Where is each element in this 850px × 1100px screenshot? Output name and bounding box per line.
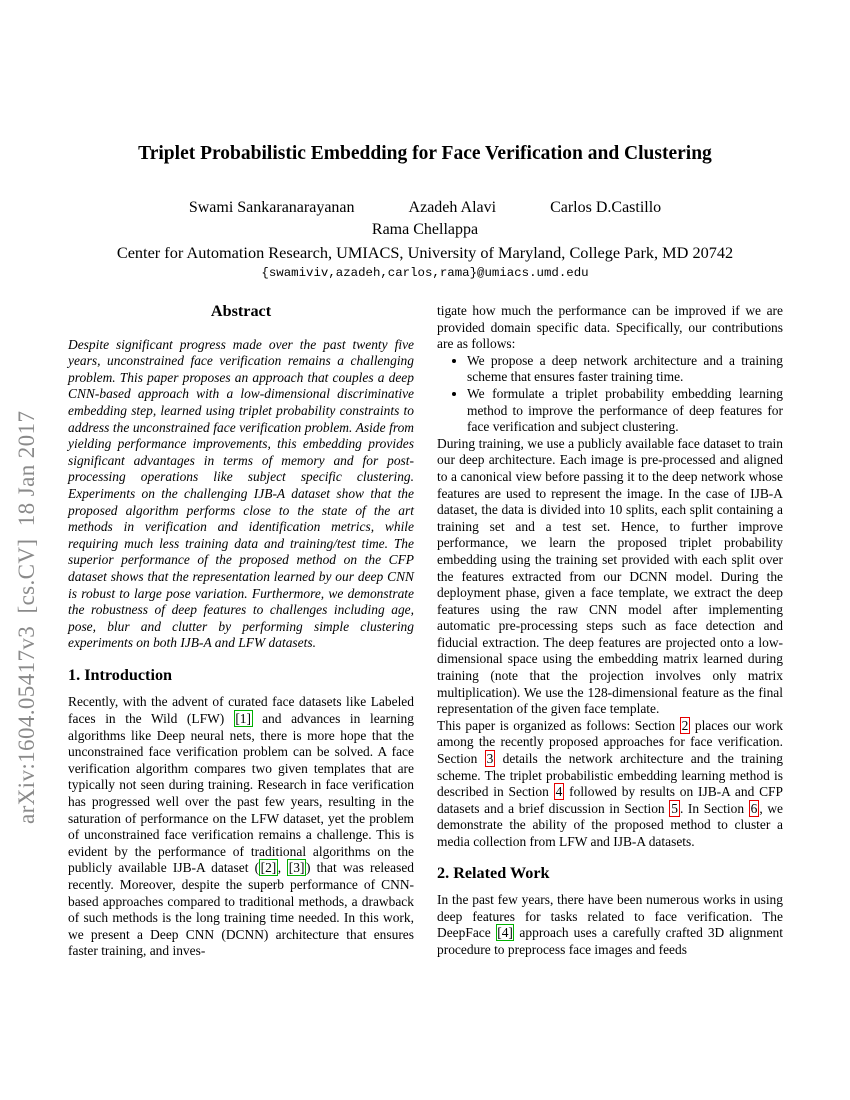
citation-link[interactable]: [3] [288, 860, 305, 876]
page-title: Triplet Probabilistic Embedding for Face Verification and Clustering [138, 143, 712, 164]
author-name: Azadeh Alavi [408, 199, 497, 216]
author-name: Swami Sankaranarayanan [188, 199, 355, 216]
contributions-list [437, 353, 783, 436]
contribution-bullet: • We propose a deep network architecture and a training scheme that ensures faster training time. [467, 353, 783, 386]
contribution-bullet: • We formulate a triplet probability embedding learning method to improve the performance of deep features for face verification and subject clustering. [467, 386, 783, 436]
authors-row [0, 199, 850, 217]
author-name: Rama Chellappa [371, 221, 479, 238]
training-paragraph: During training, we use a publicly available face dataset to train our deep architecture. Each image is pre-processed and aligned to a canonical view before passing it to the deep network whose features are used to represent the image. In the case of IJB-A dataset, the data is divided into 10 splits, each split containing a training set and a test set. Hence, to further improve performance, we learn the proposed triplet probability embedding using the training set provided with each split over the features extracted from our DCNN model. During the deployment phase, given a face template, we extract the deep features using the raw CNN model after implementing automatic pre-processing steps such as face detection and fiducial extraction. The deep features are projected onto a low-dimensional space using the embedding matrix learned during training (note that the projection involves only matrix multiplication). We use the 128-dimensional feature as the final representation of the given face template. [437, 435, 783, 717]
abstract-heading: Abstract [210, 302, 272, 320]
section-1-heading: 1. Introduction [68, 665, 173, 684]
section-link[interactable]: 6 [750, 800, 758, 816]
arxiv-watermark: arXiv:1604.05417v3 [cs.CV] 18 Jan 2017 [14, 410, 39, 824]
citation-link[interactable]: [4] [497, 925, 513, 941]
citation-link[interactable]: [1] [235, 711, 251, 727]
author-name: Carlos D.Castillo [550, 199, 662, 216]
email-line: {swamiviv,azadeh,carlos,rama}@umiacs.umd.edu [261, 266, 589, 280]
citation-link[interactable]: [2] [260, 860, 277, 876]
intro-continuation-paragraph: tigate how much the performance can be improved if we are provided domain specific data. Specifically, our contributions are as follows: [437, 303, 783, 352]
organization-paragraph: This paper is organized as follows: Section 2 places our work among the recently proposed approaches for face verification. Section 3 details the network architecture and the training scheme. The triplet probabilistic embedding learning method is described in Section 4 followed by results on IJB-A and CFP datasets and a brief discussion in Section 5 . In Section 6 , we demonstrate the ability of the proposed method to cluster a media collection from LFW and IJB-A datasets. [437, 717, 784, 849]
section-link[interactable]: 3 [486, 751, 494, 767]
section-link[interactable]: 5 [671, 800, 678, 816]
affiliation: Center for Automation Research, UMIACS, University of Maryland, College Park, MD 20742 [116, 243, 734, 262]
abstract-text: Despite significant progress made over the past twenty five years, unconstrained face verification remains a challenging problem. This paper proposes an approach that couples a deep CNN-based approach with a low-dimensional discriminative embedding step, learned using triplet probability constraints to address the unconstrained face verification problem. Aside from yielding performance improvements, this embedding provides significant advantages in terms of memory and for post-processing operations like subject specific clustering. Experiments on the challenging IJB-A dataset show that the proposed algorithm performs close to the state of the art methods in verification and identification metrics, while requiring much less training data and training/test time. The superior performance of the proposed method on the CFP dataset shows that the representation learned by our deep CNN is robust to large pose variation. Furthermore, we demonstrate the robustness of deep features to challenges including age, pose, blur and clutter by performing simple clustering experiments on both IJB-A and LFW datasets. [68, 336, 414, 651]
intro-paragraph: Recently, with the advent of curated face datasets like Labeled faces in the Wild (LFW) [1] and advances in learning algorithms like Deep neural nets, there is more hope that the unconstrained face verification problem can be solved. A face verification algorithm compares two given templates that are typically not seen during training. Research in face verification has progressed well over the past few years, resulting in the saturation of performance on the LFW dataset, yet the problem of unconstrained face verification remains a challenge. This is evident by the performance of traditional algorithms on the publicly available IJB-A dataset ( [2] , [3] ) that was released recently. Moreover, despite the superb performance of CNN-based approaches compared to traditional methods, a drawback of such methods is the long training time needed. In this work, we present a Deep CNN (DCNN) architecture that ensures faster training, and inves- [68, 694, 415, 959]
right-column [437, 303, 783, 959]
related-work-paragraph: In the past few years, there have been numerous works in using deep features for tasks related to face verification. The DeepFace [4] approach uses a carefully crafted 3D alignment procedure to preprocess face images and feeds [437, 892, 783, 957]
section-link[interactable]: 4 [555, 784, 563, 800]
section-2-heading: 2. Related Work [437, 863, 550, 882]
left-column [68, 303, 414, 960]
section-link[interactable]: 2 [681, 717, 689, 733]
